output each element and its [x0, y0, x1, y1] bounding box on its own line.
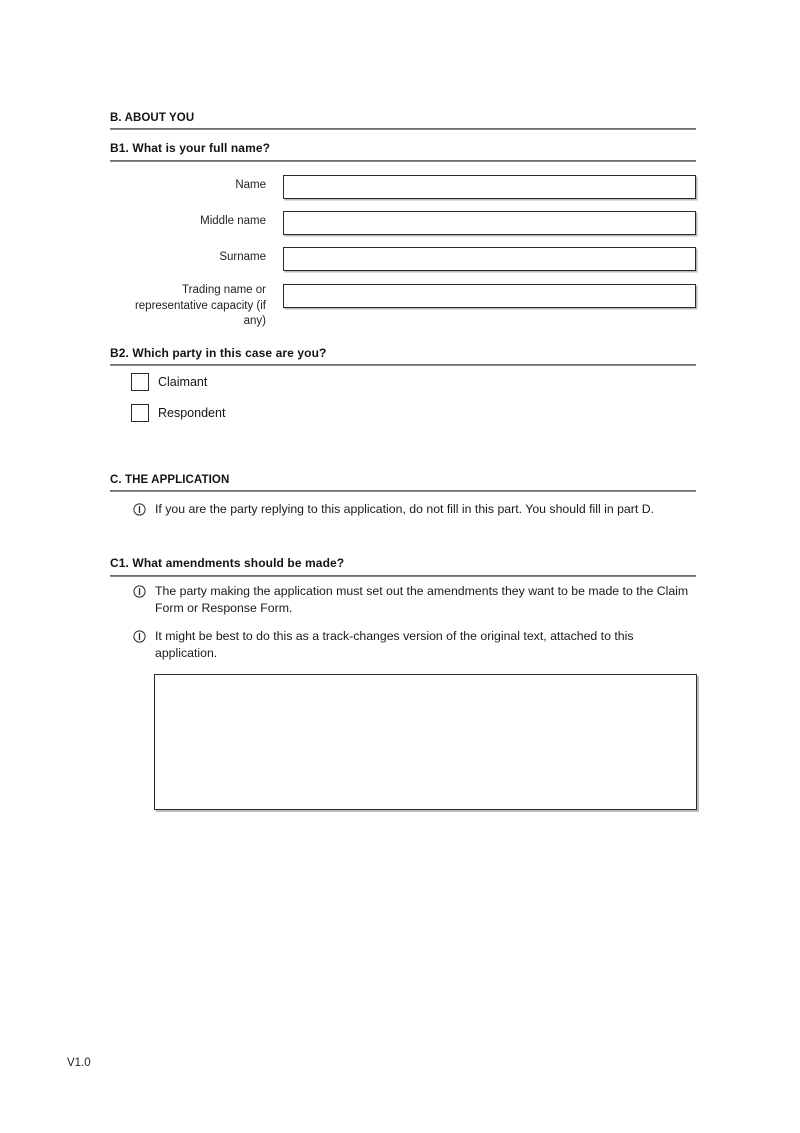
- field-input-surname[interactable]: [283, 247, 696, 271]
- section-rule-c: [110, 490, 696, 492]
- info-note-set-out-amendments: [133, 583, 698, 616]
- question-heading-b1: B1. What is your full name?: [110, 141, 271, 155]
- field-label-middle-name: Middle name: [200, 215, 266, 227]
- info-icon: [133, 630, 146, 643]
- field-label-trading-name: Trading name or representative capacity (if any): [134, 284, 266, 327]
- info-note-text: It might be best to do this as a track-changes version of the original text, attached to this application.: [155, 629, 634, 660]
- info-note-part-d: [133, 501, 689, 518]
- field-input-name[interactable]: [283, 175, 696, 199]
- field-input-middle-name[interactable]: [283, 211, 696, 235]
- amendments-answer-textarea[interactable]: [154, 674, 697, 810]
- checkbox-row-claimant[interactable]: [131, 373, 207, 391]
- info-note-track-changes: [133, 628, 698, 661]
- question-rule-c1: [110, 575, 696, 577]
- info-note-text: If you are the party replying to this application, do not fill in this part. You should fill in part D.: [155, 502, 654, 516]
- section-heading-the-application: C. THE APPLICATION: [110, 474, 230, 486]
- info-icon: [133, 503, 146, 516]
- section-heading-about-you: B. ABOUT YOU: [110, 112, 195, 124]
- checkbox-label-respondent: Respondent: [158, 406, 226, 420]
- checkbox-label-claimant: Claimant: [158, 375, 208, 389]
- info-icon: [133, 585, 146, 598]
- checkbox-row-respondent[interactable]: [131, 404, 225, 422]
- info-note-text: The party making the application must set out the amendments they want to be made to the Claim Form or Response Form.: [155, 584, 689, 615]
- checkbox-respondent[interactable]: [131, 404, 149, 422]
- checkbox-claimant[interactable]: [131, 373, 149, 391]
- question-rule-b1: [110, 160, 696, 162]
- question-heading-b2: B2. Which party in this case are you?: [110, 346, 327, 360]
- field-input-trading-name[interactable]: [283, 284, 696, 308]
- question-heading-c1: C1. What amendments should be made?: [110, 556, 345, 570]
- section-rule-b: [110, 128, 696, 130]
- field-label-surname: Surname: [219, 251, 266, 263]
- field-label-name: Name: [235, 179, 266, 191]
- footer-version: V1.0: [67, 1057, 91, 1069]
- question-rule-b2: [110, 364, 696, 366]
